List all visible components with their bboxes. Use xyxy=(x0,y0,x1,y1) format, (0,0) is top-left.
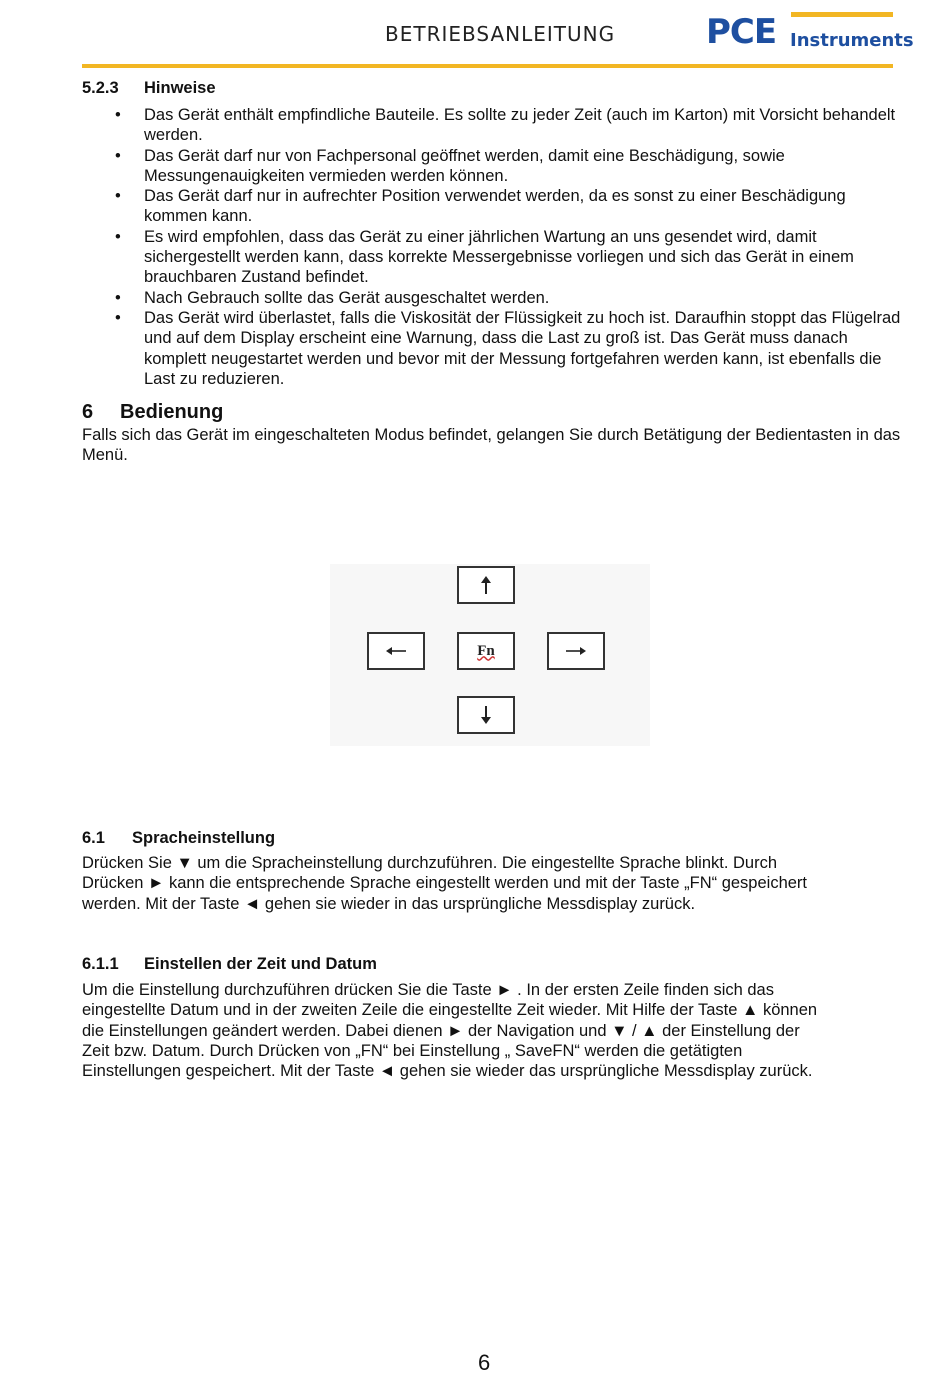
up-key xyxy=(457,566,515,604)
logo-subtitle: Instruments xyxy=(790,30,914,51)
header-divider xyxy=(82,64,893,68)
heading-text: Spracheinstellung xyxy=(132,829,276,847)
bullet-icon: • xyxy=(115,187,121,206)
page-number: 6 xyxy=(478,1350,491,1375)
heading-text: Einstellen der Zeit und Datum xyxy=(144,955,377,973)
heading-text: Hinweise xyxy=(144,79,216,97)
spracheinstellung-paragraph: Drücken Sie ▼ um die Spracheinstellung durchzuführen. Die eingestellte Sprache blinkt. Durch Drücken ► kann die entsprechende Sprache eingestellt werden und mit der Taste „FN“ gespeichert werden. Mit der Taste ◄ gehen sie wieder in das ursprüngliche Messdisplay zurück. xyxy=(82,854,808,913)
list-item: • Nach Gebrauch sollte das Gerät ausgeschaltet werden. xyxy=(115,288,550,307)
list-item: • Das Gerät darf nur in aufrechter Position verwendet werden, da es sonst zu einer Beschädigung kommen kann. xyxy=(115,187,846,226)
logo-brand: PCE xyxy=(706,12,777,52)
down-arrow-icon xyxy=(479,705,493,725)
bullet-icon: • xyxy=(115,288,121,307)
list-item: • Das Gerät enthält empfindliche Bauteile. Es sollte zu jeder Zeit (auch im Karton) mit Vorsicht behandelt werden. xyxy=(115,106,896,145)
bullet-icon: • xyxy=(115,308,121,327)
heading-6 xyxy=(82,401,223,424)
list-item: • Es wird empfohlen, dass das Gerät zu einer jährlichen Wartung an uns gesendet wird, damit sichergestellt werden kann, dass korrekte Messergebnisse vorliegen und sich das Gerät in einem brauchbaren Zustand befindet. xyxy=(115,227,854,287)
fn-key-label: Fn xyxy=(477,642,495,659)
zeit-datum-paragraph: Um die Einstellung durchzuführen drücken Sie die Taste ► . In der ersten Zeile finden sich das eingestellte Datum und in der zweiten Zeile die eingestellte Zeit wieder. Mit Hilfe der Taste ▲ können die Einstellungen geändert werden. Dabei dienen ► der Navigation und ▼ / ▲ der Einstellung der Zeit bzw. Datum. Durch Drücken von „FN“ bei Einstellung „ SaveFN“ werden die getätigten Einstellungen gespeichert. Mit der Taste ◄ gehen sie wieder das ursprüngliche Messdisplay zurück. xyxy=(82,981,818,1081)
heading-number: 6 xyxy=(82,401,94,423)
heading-number: 5.2.3 xyxy=(82,79,119,97)
bedienung-paragraph: Falls sich das Gerät im eingeschalteten Modus befindet, gelangen Sie durch Betätigung der Bedientasten in das Menü. xyxy=(82,426,901,465)
pce-instruments-logo xyxy=(706,10,914,54)
left-key xyxy=(367,632,425,670)
bullet-icon: • xyxy=(115,227,121,246)
list-item: • Das Gerät darf nur von Fachpersonal geöffnet werden, damit eine Beschädigung, sowie Messungenauigkeiten vermieden werden können. xyxy=(115,146,785,185)
right-arrow-icon xyxy=(565,645,587,657)
right-key xyxy=(547,632,605,670)
heading-number: 6.1.1 xyxy=(82,955,119,973)
heading-number: 6.1 xyxy=(82,829,105,847)
up-arrow-icon xyxy=(479,575,493,595)
heading-6-1-1 xyxy=(82,955,377,974)
heading-text: Bedienung xyxy=(120,401,224,423)
bullet-icon: • xyxy=(115,146,121,165)
left-arrow-icon xyxy=(385,645,407,657)
list-item: • Das Gerät wird überlastet, falls die Viskosität der Flüssigkeit zu hoch ist. Daraufhin stoppt das Flügelrad und auf dem Display erscheint eine Warnung, dass die Last zu groß ist. Das Gerät muss danach komplett neugestartet werden und bevor mit der Messung fortgefahren werden kann, ist ebenfalls die Last zu reduzieren. xyxy=(115,308,901,388)
heading-6-1 xyxy=(82,829,275,848)
keypad-diagram xyxy=(330,564,650,746)
down-key xyxy=(457,696,515,734)
heading-5-2-3 xyxy=(82,79,216,98)
bullet-icon: • xyxy=(115,106,121,124)
document-title: BETRIEBSANLEITUNG xyxy=(385,22,616,46)
hinweise-list xyxy=(82,105,902,389)
fn-key xyxy=(457,632,515,670)
